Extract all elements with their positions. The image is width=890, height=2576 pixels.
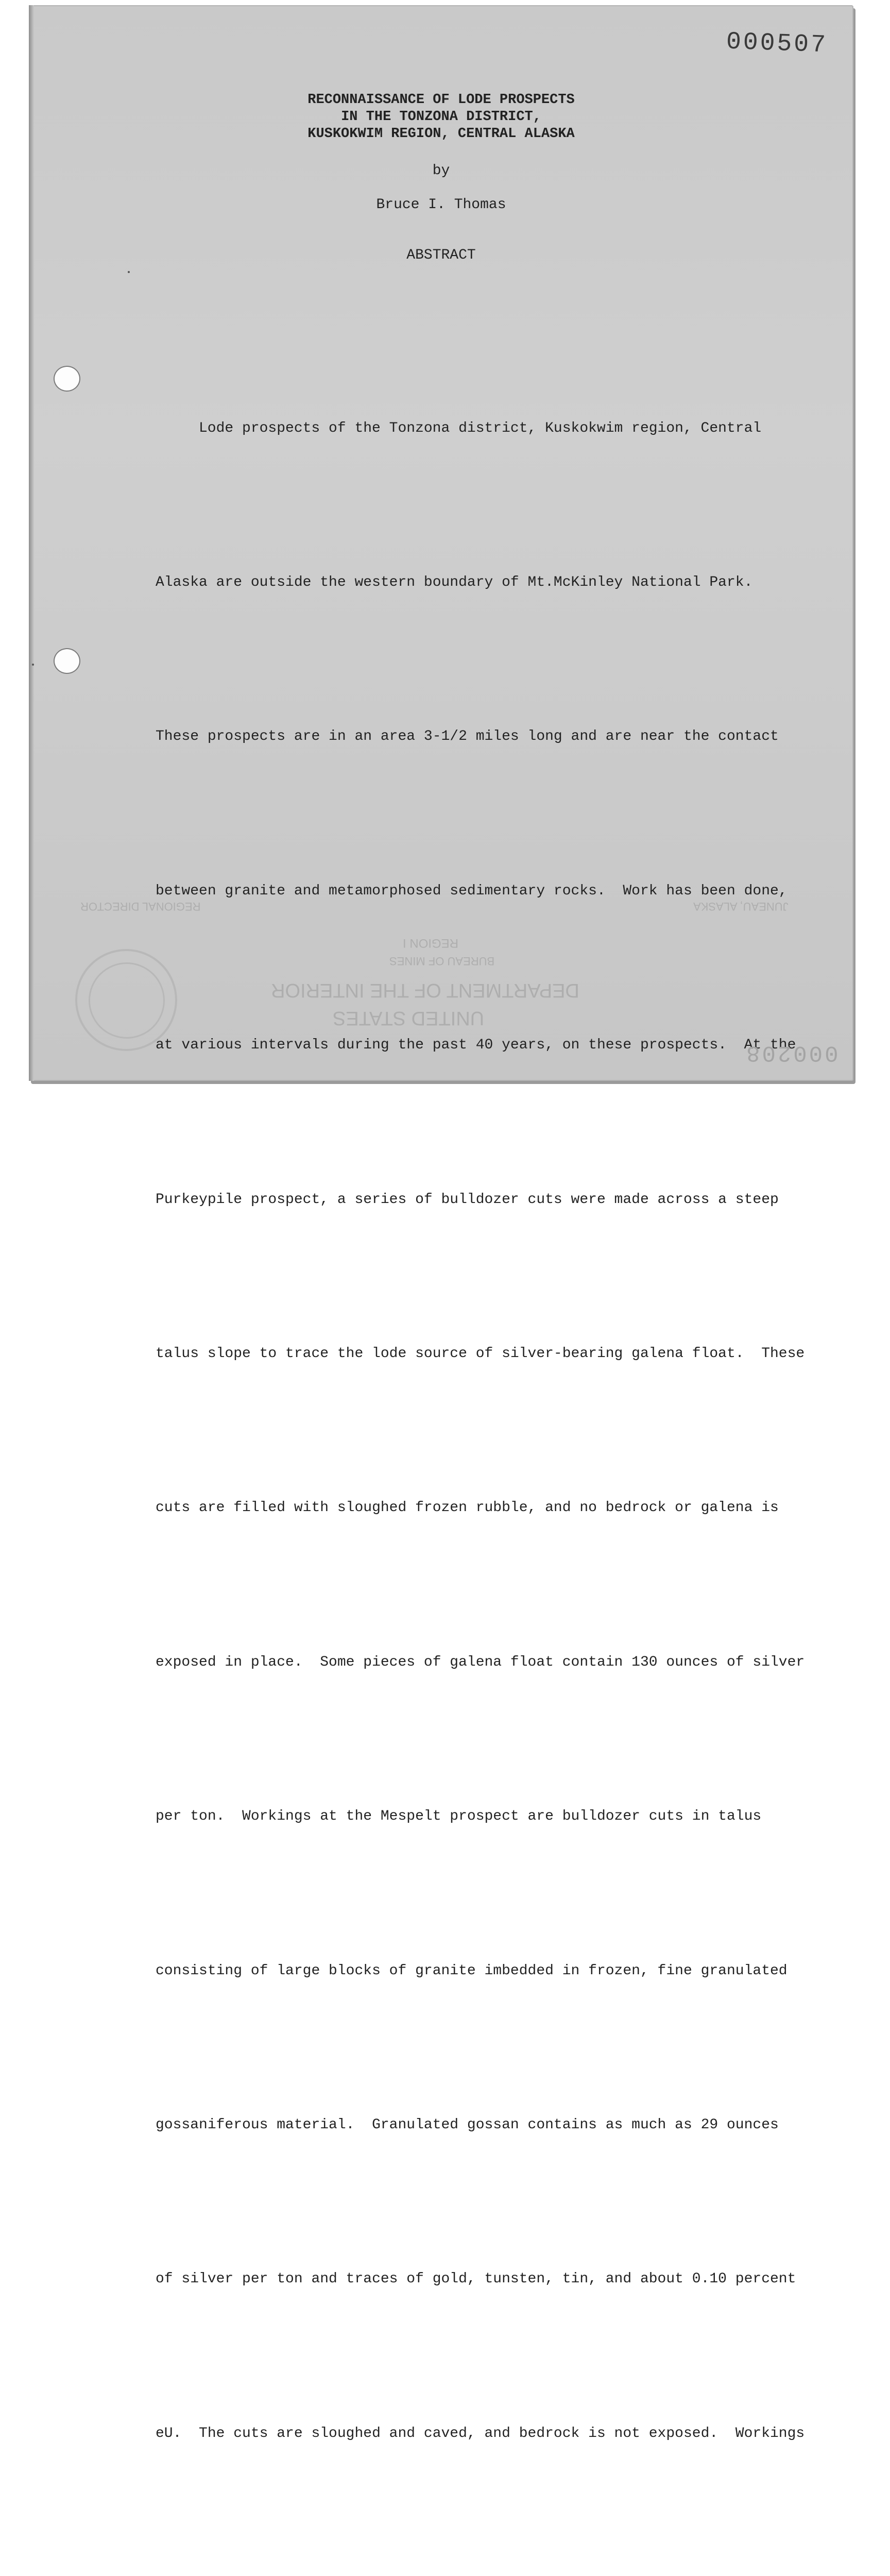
punch-hole-bottom (54, 648, 80, 674)
author-name: Bruce I. Thomas (376, 197, 506, 213)
ghost-stamp-line-6: UNITED STATES (333, 1007, 485, 1029)
ghost-stamp-line-2: JUNEAU, ALASKA (693, 900, 789, 913)
document-title (29, 92, 853, 143)
ghost-stamp-line-4: BUREAU OF MINES (389, 955, 495, 968)
ghost-stamp-line-3: REGION I (403, 936, 459, 950)
speck (128, 271, 130, 273)
body-line (156, 2562, 835, 2576)
body-line: talus slope to trace the lode source of silver-bearing galena float. These (156, 1345, 805, 1362)
body-line: consisting of large blocks of granite imbedded in frozen, fine granulated (156, 1962, 788, 1979)
body-line: Alaska are outside the western boundary of Mt.McKinley National Park. (156, 574, 753, 590)
body-line: per ton. Workings at the Mespelt prospect are bulldozer cuts in talus (156, 1808, 762, 1825)
body-line: gossaniferous material. Granulated gossan contains as much as 29 ounces (156, 2116, 779, 2133)
abstract-text (156, 300, 835, 2576)
body-line: These prospects are in an area 3-1/2 miles long and are near the contact (156, 728, 779, 745)
byline: by (432, 163, 450, 179)
body-line: between granite and metamorphosed sedimentary rocks. Work has been done, (156, 883, 788, 899)
punch-hole-top (54, 366, 80, 392)
speck (32, 664, 34, 666)
ghost-stamp-line-5: DEPARTMENT OF THE INTERIOR (271, 979, 579, 1001)
scanned-page (29, 5, 853, 2442)
body-line: eU. The cuts are sloughed and caved, and bedrock is not exposed. Workings (156, 2425, 805, 2442)
page-number-stamp: 000507 (726, 28, 828, 60)
ghost-stamp-line-1: REGIONAL DIRECTOR (80, 900, 201, 913)
title-line-2: IN THE TONZONA DISTRICT, (341, 109, 541, 125)
body-line: exposed in place. Some pieces of galena float contain 130 ounces of silver (156, 1654, 805, 1670)
title-line-1: RECONNAISSANCE OF LODE PROSPECTS (307, 92, 575, 108)
body-line: of silver per ton and traces of gold, tunsten, tin, and about 0.10 percent (156, 2271, 796, 2287)
abstract-heading: ABSTRACT (406, 247, 476, 263)
body-line: Lode prospects of the Tonzona district, Kuskokwim region, Central (199, 420, 762, 436)
body-line: Purkeypile prospect, a series of bulldozer cuts were made across a steep (156, 1191, 779, 1208)
title-line-3: KUSKOKWIM REGION, CENTRAL ALASKA (307, 126, 575, 142)
page-number-show-through: 000208 (744, 1040, 838, 1065)
body-line: at various intervals during the past 40 years, on these prospects. At the (156, 1037, 796, 1054)
body-line: cuts are filled with sloughed frozen rubble, and no bedrock or galena is (156, 1500, 779, 1516)
